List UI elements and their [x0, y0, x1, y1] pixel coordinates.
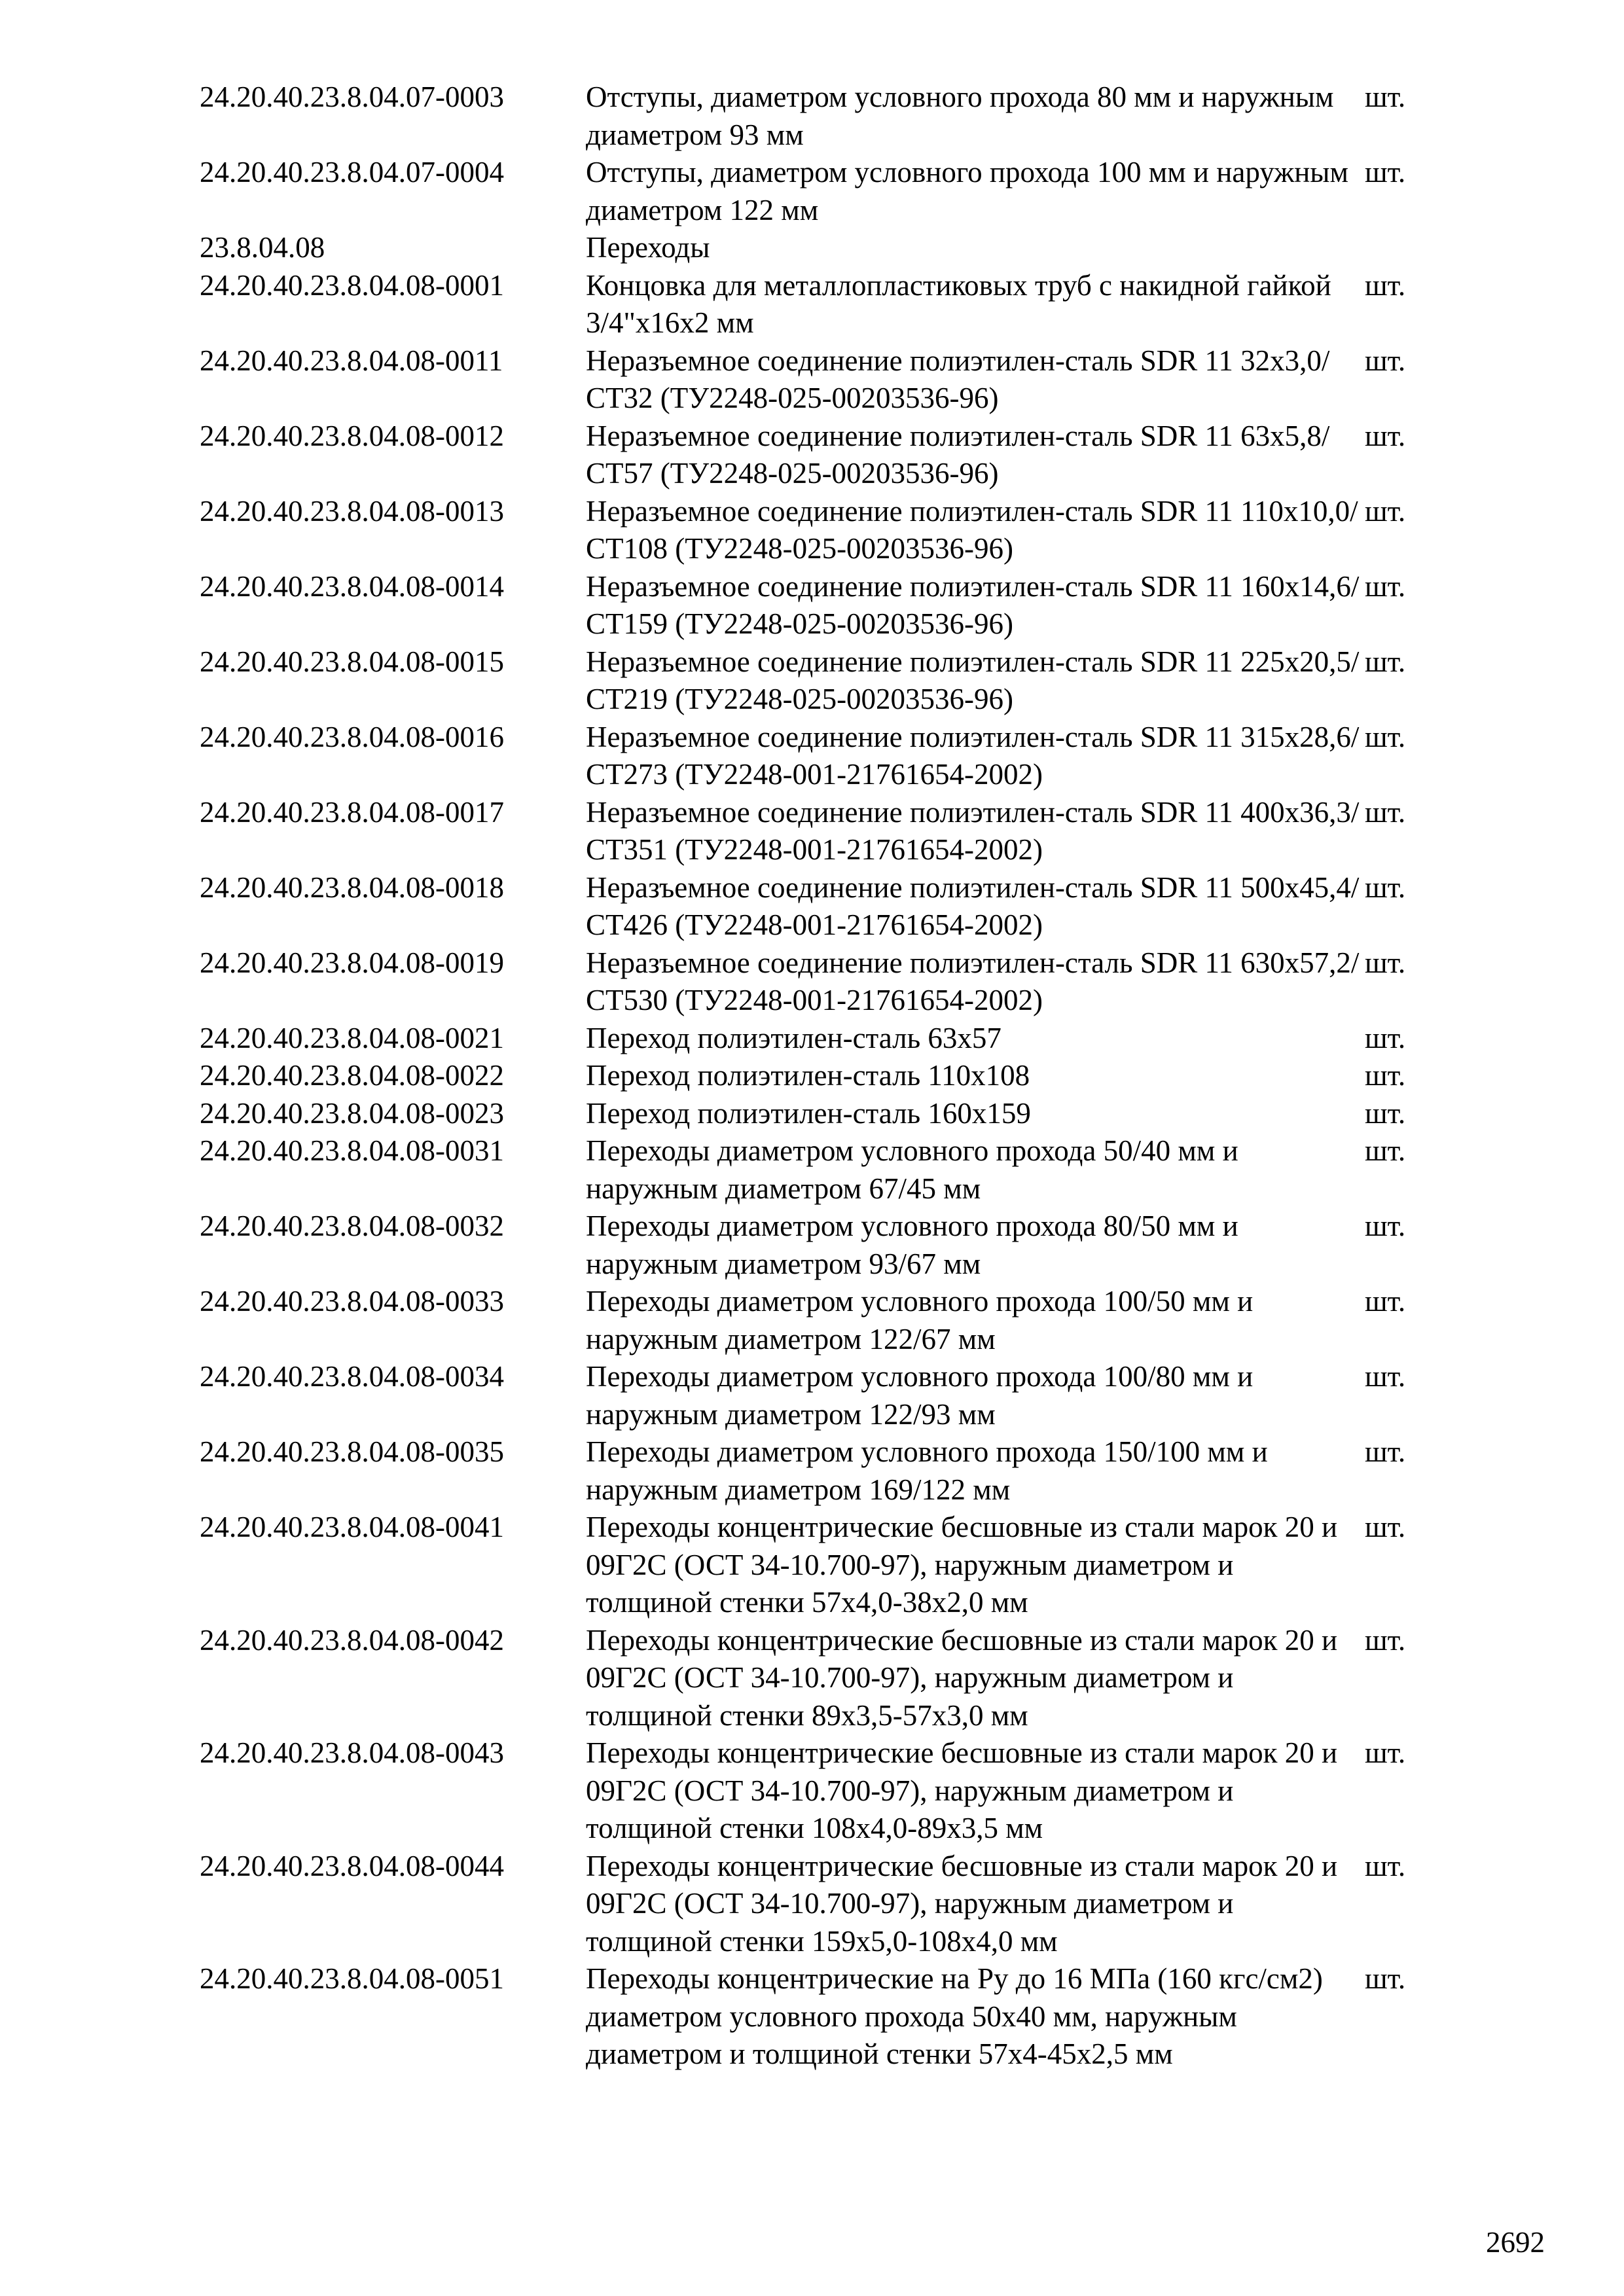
item-unit: шт. [1365, 419, 1406, 452]
item-name: Неразъемное соединение полиэтилен-сталь SDR 11 500x45,4/СТ426 (ТУ2248-001-21761654-2002) [586, 870, 1360, 941]
item-code: 24.20.40.23.8.04.08-0011 [200, 344, 503, 377]
item-name: Переходы диаметром условного прохода 50/40 мм и наружным диаметром 67/45 мм [586, 1134, 1238, 1205]
catalog-table [200, 79, 1443, 2073]
item-unit: шт. [1365, 795, 1406, 829]
table-row [200, 1358, 1443, 1433]
table-row [200, 719, 1443, 794]
item-unit: шт. [1365, 1623, 1406, 1657]
table-row [200, 493, 1443, 568]
item-name: Переходы диаметром условного прохода 80/50 мм и наружным диаметром 93/67 мм [586, 1210, 1238, 1280]
item-code: 24.20.40.23.8.04.08-0019 [200, 946, 504, 979]
table-row [200, 1132, 1443, 1208]
item-code: 24.20.40.23.8.04.08-0012 [200, 419, 504, 452]
item-name: Неразъемное соединение полиэтилен-сталь SDR 11 32x3,0/СТ32 (ТУ2248-025-00203536-96) [586, 344, 1330, 414]
item-name: Неразъемное соединение полиэтилен-сталь SDR 11 225x20,5/СТ219 (ТУ2248-025-00203536-96) [586, 645, 1360, 715]
table-row [200, 1960, 1443, 2073]
item-unit: шт. [1365, 720, 1406, 753]
catalog-table-body [200, 79, 1443, 2073]
item-name: Переходы диаметром условного прохода 150/100 мм и наружным диаметром 169/122 мм [586, 1435, 1268, 1506]
item-name: Переходы диаметром условного прохода 100/80 мм и наружным диаметром 122/93 мм [586, 1360, 1254, 1431]
item-unit: шт. [1365, 1849, 1406, 1882]
item-code: 24.20.40.23.8.04.08-0032 [200, 1210, 504, 1242]
item-code: 24.20.40.23.8.04.08-0017 [200, 795, 504, 829]
item-unit: шт. [1365, 569, 1406, 603]
item-unit: шт. [1365, 1285, 1406, 1318]
item-unit [1365, 229, 1443, 267]
item-name: Неразъемное соединение полиэтилен-сталь SDR 11 110x10,0/СТ108 (ТУ2248-025-00203536-96) [586, 494, 1358, 565]
item-code: 24.20.40.23.8.04.08-0022 [200, 1059, 504, 1092]
item-name: Переход полиэтилен-сталь 160x159 [586, 1096, 1031, 1130]
item-name: Переход полиэтилен-сталь 110x108 [586, 1059, 1030, 1092]
item-unit: шт. [1365, 1021, 1406, 1054]
item-unit: шт. [1365, 1210, 1406, 1242]
item-name: Переходы концентрические бесшовные из стали марок 20 и 09Г2С (ОСТ 34-10.700-97), наружным диаметром и толщиной стенки 57x4,0-38x2,0 мм [586, 1511, 1338, 1619]
item-unit: шт. [1365, 645, 1406, 678]
table-row [200, 1848, 1443, 1961]
item-unit: шт. [1365, 1511, 1406, 1543]
table-row [200, 79, 1443, 154]
item-name: Переход полиэтилен-сталь 63x57 [586, 1021, 1001, 1054]
item-name: Неразъемное соединение полиэтилен-сталь SDR 11 160x14,6/СТ159 (ТУ2248-025-00203536-96) [586, 569, 1360, 640]
item-name: Неразъемное соединение полиэтилен-сталь SDR 11 315x28,6/СТ273 (ТУ2248-001-21761654-2002) [586, 720, 1360, 791]
table-row [200, 229, 1443, 267]
item-unit: шт. [1365, 156, 1406, 188]
item-unit: шт. [1365, 1134, 1406, 1167]
table-row [200, 869, 1443, 944]
item-name: Отступы, диаметром условного прохода 100 мм и наружным диаметром 122 мм [586, 156, 1349, 226]
table-row [200, 1283, 1443, 1358]
item-code: 23.8.04.08 [200, 231, 325, 264]
table-row [200, 267, 1443, 342]
item-unit: шт. [1365, 1059, 1406, 1092]
item-unit: шт. [1365, 946, 1406, 979]
item-name: Переходы концентрические бесшовные из стали марок 20 и 09Г2С (ОСТ 34-10.700-97), наружным диаметром и толщиной стенки 89x3,5-57x3,0 мм [586, 1623, 1338, 1732]
item-code: 24.20.40.23.8.04.08-0043 [200, 1736, 504, 1769]
item-code: 24.20.40.23.8.04.08-0015 [200, 645, 504, 678]
table-row [200, 1057, 1443, 1095]
table-row [200, 794, 1443, 869]
item-unit: шт. [1365, 1962, 1406, 1995]
item-name: Переходы концентрические бесшовные из стали марок 20 и 09Г2С (ОСТ 34-10.700-97), наружным диаметром и толщиной стенки 108x4,0-89x3,5 мм [586, 1736, 1338, 1844]
item-code: 24.20.40.23.8.04.08-0021 [200, 1021, 504, 1054]
table-row [200, 1622, 1443, 1735]
item-name: Неразъемное соединение полиэтилен-сталь SDR 11 63x5,8/СТ57 (ТУ2248-025-00203536-96) [586, 419, 1330, 490]
item-name: Концовка для металлопластиковых труб с накидной гайкой 3/4"x16x2 мм [586, 268, 1331, 339]
item-name: Переходы концентрические на Ру до 16 МПа (160 кгс/см2) диаметром условного прохода 50x40 мм, наружным диаметром и толщиной стенки 57x4-45x2,5 мм [586, 1962, 1323, 2070]
item-code: 24.20.40.23.8.04.08-0031 [200, 1134, 504, 1167]
item-name: Неразъемное соединение полиэтилен-сталь SDR 11 630x57,2/СТ530 (ТУ2248-001-21761654-2002) [586, 946, 1360, 1016]
item-code: 24.20.40.23.8.04.07-0004 [200, 156, 504, 188]
item-code: 24.20.40.23.8.04.08-0018 [200, 870, 504, 904]
item-code: 24.20.40.23.8.04.08-0034 [200, 1360, 504, 1393]
catalog-page-content [200, 79, 1443, 2073]
item-name: Переходы концентрические бесшовные из стали марок 20 и 09Г2С (ОСТ 34-10.700-97), наружным диаметром и толщиной стенки 159x5,0-108x4,0 мм [586, 1849, 1338, 1958]
table-row [200, 1433, 1443, 1509]
item-name: Отступы, диаметром условного прохода 80 мм и наружным диаметром 93 мм [586, 81, 1334, 151]
table-row [200, 1020, 1443, 1058]
item-code: 24.20.40.23.8.04.07-0003 [200, 81, 504, 113]
item-name: Переходы диаметром условного прохода 100/50 мм и наружным диаметром 122/67 мм [586, 1285, 1254, 1355]
item-code: 24.20.40.23.8.04.08-0016 [200, 720, 504, 753]
table-row [200, 1095, 1443, 1133]
item-code: 24.20.40.23.8.04.08-0035 [200, 1435, 504, 1468]
item-unit: шт. [1365, 268, 1406, 302]
item-code: 24.20.40.23.8.04.08-0041 [200, 1511, 504, 1543]
item-code: 24.20.40.23.8.04.08-0013 [200, 494, 504, 528]
item-unit: шт. [1365, 81, 1406, 113]
table-row [200, 1208, 1443, 1283]
table-row [200, 568, 1443, 643]
item-unit: шт. [1365, 494, 1406, 528]
item-code: 24.20.40.23.8.04.08-0044 [200, 1849, 504, 1882]
table-row [200, 154, 1443, 229]
item-code: 24.20.40.23.8.04.08-0023 [200, 1096, 504, 1130]
item-code: 24.20.40.23.8.04.08-0014 [200, 569, 504, 603]
table-row [200, 1734, 1443, 1848]
table-row [200, 342, 1443, 418]
item-code: 24.20.40.23.8.04.08-0051 [200, 1962, 504, 1995]
item-code: 24.20.40.23.8.04.08-0001 [200, 268, 504, 302]
table-row [200, 1509, 1443, 1622]
item-code: 24.20.40.23.8.04.08-0042 [200, 1623, 504, 1657]
item-unit: шт. [1365, 344, 1406, 377]
item-unit: шт. [1365, 1360, 1406, 1393]
table-row [200, 418, 1443, 493]
item-unit: шт. [1365, 1435, 1406, 1468]
item-unit: шт. [1365, 870, 1406, 904]
item-code: 24.20.40.23.8.04.08-0033 [200, 1285, 504, 1318]
table-row [200, 643, 1443, 719]
item-name: Переходы [586, 231, 710, 264]
page-number: 2692 [1486, 2226, 1545, 2259]
item-name: Неразъемное соединение полиэтилен-сталь SDR 11 400x36,3/СТ351 (ТУ2248-001-21761654-2002) [586, 795, 1360, 866]
item-unit: шт. [1365, 1096, 1406, 1130]
item-unit: шт. [1365, 1736, 1406, 1769]
table-row [200, 944, 1443, 1020]
